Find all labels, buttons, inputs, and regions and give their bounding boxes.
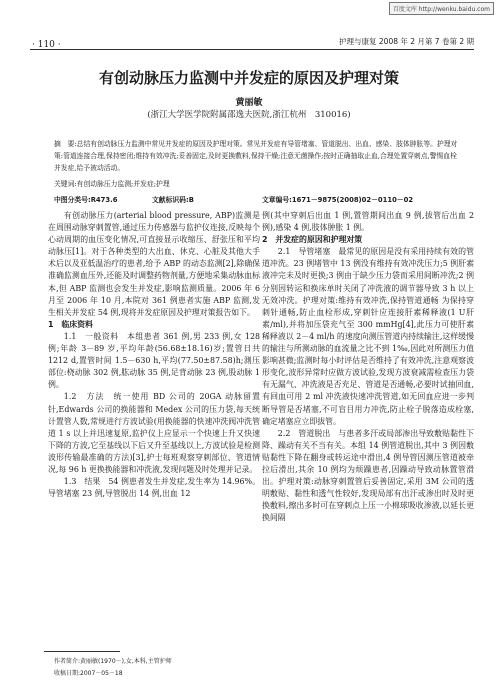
paragraph: 2.1 导管堵塞 最常见的原因是没有采用持续有效的管道冲洗。23 例堵管中 13 例没有维持有效冲洗压力;5 例肝素液冲完未及时更换;3 例由于缺少压力袋而采用间断冲洗;2 例分别因转运和换床单时关闭了冲洗液的调节器导致 3 h 以上无效冲洗。护理对策:维持有效冲洗,保持管道通畅 为保持穿刺针通畅,防止血栓形成,穿刺针应连接肝素稀释液(1 U肝素/ml),并将加压袋充气至 300 mmHg[4],此压力可使肝素稀释液以 2－4 ml/h 的速度向测压管道内持续输注,这样缓慢的输注与所测动脉的血流量之比不到 1‰,因此对所测压力值影响甚微;监测时每小时评估是否维持了有效冲洗,注意观察波形变化,波形异常时应做方波试验,发现方波衰减需检查压力袋有无漏气、冲洗液是否充足、管道是否通畅,必要时试抽回血,有回血可用 2 ml 冲洗液快速冲洗管道,如无回血应进一步判断导管是否堵塞,不可盲目用力冲洗,防止栓子脱落造成栓塞,确定堵塞应立即拔管。 — [262, 247, 474, 426]
article-title: 有创动脉压力监测中并发症的原因及护理对策 — [98, 69, 399, 87]
abstract: 摘 要:总结有创动脉压力监测中常见并发症的原因及护理对策。常见并发症有导管堵塞、管道脱出、出血、感染、肢体肿胀等。护理对策:管道连接合理,保持密闭;维持有效冲洗;妥善固定,及时更换敷料,保持干燥;注意无菌操作;按时正确抽取止血,合理处置穿刺点,警惕血栓并发症,给予被动活动。 — [54, 140, 458, 172]
section-heading: 2 并发症的原因和护理对策 — [262, 235, 363, 245]
keywords: 关键词:有创动脉压力监测;并发症;护理 — [54, 180, 170, 188]
footnote-rule — [44, 651, 120, 652]
paragraph: 1.2 方法 统一使用 BD 公司的 20GA 动脉留置针,Edwards 公司的换能器和 Medex 公司的压力袋,每天统计置管人数,常规进行方波试验(用换能器的快速冲洗阀冲洗管道 1 s 以上并迅速复原,监护仪上应显示一个快速上升又快速下降的方波,它至基线以下后又升至基线以上,方波试验是检测波形传输最准确的方法)[3],护士每班观察穿刺部位、管道情况,每 96 h 更换换能器和冲洗液,发现问题及时处理并记录。 — [48, 392, 260, 474]
page-number: · 110 · — [32, 40, 61, 50]
author-info: 作者简介:黄丽敏(1970－),女,本科,主管护师 — [54, 658, 172, 665]
document-code: 文献标识码:B — [152, 196, 194, 204]
watermark: 百度文库 http://wenku.baidu.com — [389, 2, 494, 15]
article-number: 文章编号:1671－9875(2008)02－0110－02 — [262, 196, 414, 204]
affiliation: (浙江大学医学院附属邵逸夫医院,浙江杭州 310016) — [147, 110, 351, 120]
paragraph: 2.2 管道脱出 与患者多汗或局部渗出导致敷贴黏性下降、躁动有关不当有关。本组 14 例管道脱出,其中 3 例因敷贴黏性下降在翻身或转运途中滑出,4 例导管因测压管道被牵拉后滑出,其余 10 例均为烦躁患者,因躁动导致动脉置管滑出。护理对策:动脉穿刺置管后妥善固定,采用 3M 公司的透明敷贴、黏性和透气性较好,发现局部有出汗或渗出时及时更换敷料,擦出多时可在穿刺点上压一小棉球吸收渗液,以延长更换间隔 — [262, 428, 474, 523]
paragraph: 例(其中穿刺后出血 1 例,置管期间出血 9 例,拔管后出血 2 例),感染 4 例,肢体肿胀 1 例。 — [262, 211, 474, 233]
paragraph: 有创动脉压力(arterial blood pressure, ABP)监测是在周围动脉穿刺置管,通过压力传感器与监护仪连接,反映每个心动周期的血压变化情况,可直接显示收缩压、舒张压和平均动脉压[1]。对于各种类型的大出血、休克、心脏及其他大手术后以及亚低温治疗的患者,给予 ABP 的动态监测[2],除确保准确监测血压外,还能及时调整药物剂量,方便地采集动脉血标本,但 ABP 监测也会发生并发症,影响监测质量。2006 年 6 月至 2006 年 10 月,本院对 361 例患者实施 ABP 监测,发生相关并发症 54 例,现将并发症原因及护理对策报告如下。 — [48, 211, 260, 317]
section-heading: 1 临床资料 — [48, 319, 93, 329]
author-name: 黄丽敏 — [235, 98, 263, 108]
left-column — [48, 210, 260, 500]
header-rule — [30, 49, 474, 50]
journal-header: 护理与康复 2008 年 2 月第 7 卷第 2 期 — [339, 37, 474, 46]
paragraph: 1.3 结果 54 例患者发生并发症,发生率为 14.96%。导管堵塞 23 例,导管脱出 14 例,出血 12 — [48, 477, 260, 499]
right-column — [262, 210, 474, 524]
received-date: 收稿日期:2007－05－18 — [54, 670, 123, 677]
clc-number: 中图分类号:R473.6 — [54, 196, 118, 204]
paragraph: 1.1 一般资料 本组患者 361 例,男 233 例,女 128 例;年龄 3－89 岁,平均年龄(56.68±18.16)岁;置管日共 1212 d,置管时间 1.5－630 h,平均(77.50±87.58)h;測压部位:桡动脉 302 例,肱动脉 35 例,足背动脉 23 例,股动脉 1 例。 — [48, 331, 260, 390]
